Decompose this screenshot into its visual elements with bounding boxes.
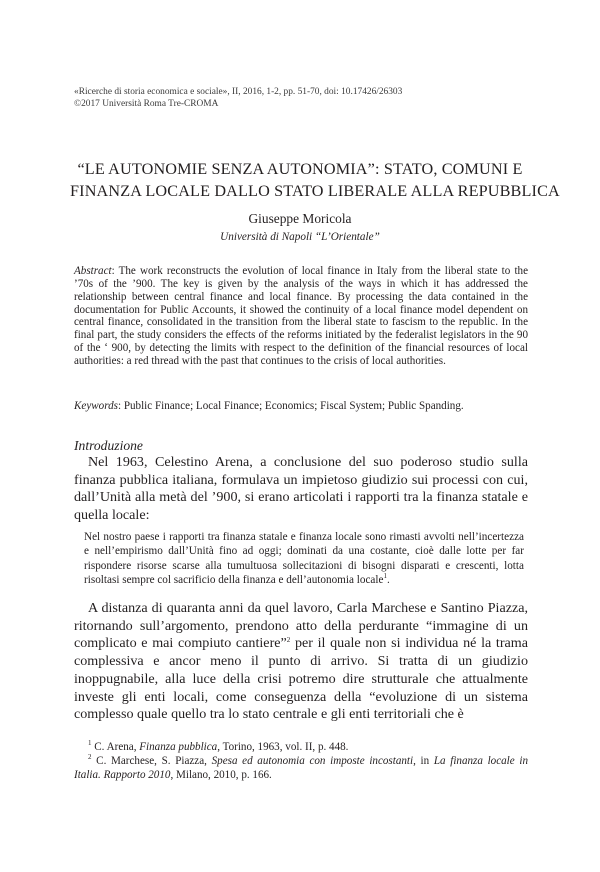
footnote-text: , Torino, 1963, vol. II, p. 448. <box>217 741 349 753</box>
footnote-work-title: La finanza locale in Italia. Rapporto 2010 <box>74 755 528 782</box>
footnote-text: , Milano, 2010, p. 166. <box>170 769 272 782</box>
footnote-work-title: Finanza pubblica <box>139 741 218 753</box>
copyright-line: ©2017 Università Roma Tre-CROMA <box>74 99 219 109</box>
journal-header <box>74 86 402 110</box>
article-title <box>70 158 560 202</box>
abstract-label: Abstract <box>74 265 112 277</box>
para2-text-b: per il quale non si individua né la trama complessiva e ancor meno il punto di arrivo. Si tratta di un giudizio inoppugnabile, alla luce della crisi potremo dire strutturale che attualmente investe gli enti locali, come conseguenza della “evoluzione di un sistema complesso quale quello tra lo stato centrale e gli enti territoriali che è <box>74 635 528 723</box>
title-line-2: FINANZA LOCALE DALLO STATO LIBERALE ALLA REPUBBLICA <box>70 182 560 200</box>
footnote-number: 2 <box>88 753 92 762</box>
footnote-ref-1[interactable]: 1 <box>383 571 387 580</box>
footnote-ref-2[interactable]: 2 <box>286 636 291 645</box>
author-affiliation: Università di Napoli “L’Orientale” <box>220 231 380 243</box>
footnote-text: , in <box>413 755 434 768</box>
title-line-1: “LE AUTONOMIE SENZA AUTONOMIA”: STATO, COMUNI E <box>77 160 523 178</box>
para2-text-a: A distanza di quaranta anni da quel lavoro, Carla Marchese e Santino Piazza, ritornando sull’argomento, prendono atto della perdurante “immagine di un complicato e mai compiuto cantiere” <box>74 600 528 652</box>
footnote-work-title: Spesa ed autonomia con imposte incostanti <box>211 755 414 768</box>
body-paragraph-1: Nel 1963, Celestino Arena, a conclusione del suo poderoso studio sulla finanza pubblica italiana, formulava un impietoso giudizio sui processi con cui, dall’Unità alla metà del ’900, si erano articolati i rapporti tra la finanza statale e quella locale: <box>74 454 528 523</box>
section-heading: Introduzione <box>74 438 143 453</box>
footnotes <box>74 740 528 783</box>
footnote-2 <box>74 754 528 782</box>
footnote-1 <box>74 740 528 754</box>
footnote-text: C. Marchese, S. Piazza, <box>91 755 212 768</box>
keywords-label: Keywords <box>74 400 118 412</box>
author-name: Giuseppe Moricola <box>248 211 352 226</box>
abstract-text: : The work reconstructs the evolution of local finance in Italy from the liberal state to the ’70s of the ’900. The key is given by the analysis of the ways in which it has addressed the relationship between central finance and local finance. By processing the data contained in the documentation for Public Accounts, it showed the continuity of a local finance model dependent on central finance, consolidated in the transition from the liberal state to fascism to the republic. In the final part, the study considers the effects of the reforms initiated by the federalist legislators in the 90 of the ‘ 900, by detecting the limits with respect to the definition of the financial resources of local authorities: a red thread with the past that continues to the crisis of local authorities. <box>74 265 528 367</box>
block-quote: Nel nostro paese i rapporti tra finanza statale e finanza locale sono rimasti avvolti nell’incertezza e nell’empirismo dall’Unità fino ad oggi; dominati da una costante, cioè dalle lotte per far rispondere risorse scarse alla tumultuosa sollecitazioni di bisogni disparati e crescenti, lotta risoltasi sempre col sacrificio della finanza e dell’autonomia locale$^1$. <box>84 531 524 586</box>
keywords-text: : Public Finance; Local Finance; Economics; Fiscal System; Public Spanding. <box>117 400 464 412</box>
footnote-text: C. Arena, <box>91 741 140 753</box>
body-paragraph-2 <box>74 600 528 724</box>
abstract <box>74 265 528 368</box>
citation-line: «Ricerche di storia economica e sociale», II, 2016, 1-2, pp. 51-70, doi: 10.17426/26303 <box>74 87 403 97</box>
quote-text: Nel nostro paese i rapporti tra finanza statale e finanza locale sono rimasti avvolti nell’incertezza e nell’empirismo dall’Unità fino ad oggi; dominati da una costante, cioè dalle lotte per far rispondere risorse scarse alla tumultuosa sollecitazioni di bisogni disparati e crescenti, lotta risoltasi sempre col sacrificio della finanza e dell’autonomia locale <box>84 531 524 586</box>
keywords <box>74 400 528 413</box>
footnote-number: 1 <box>88 739 92 747</box>
